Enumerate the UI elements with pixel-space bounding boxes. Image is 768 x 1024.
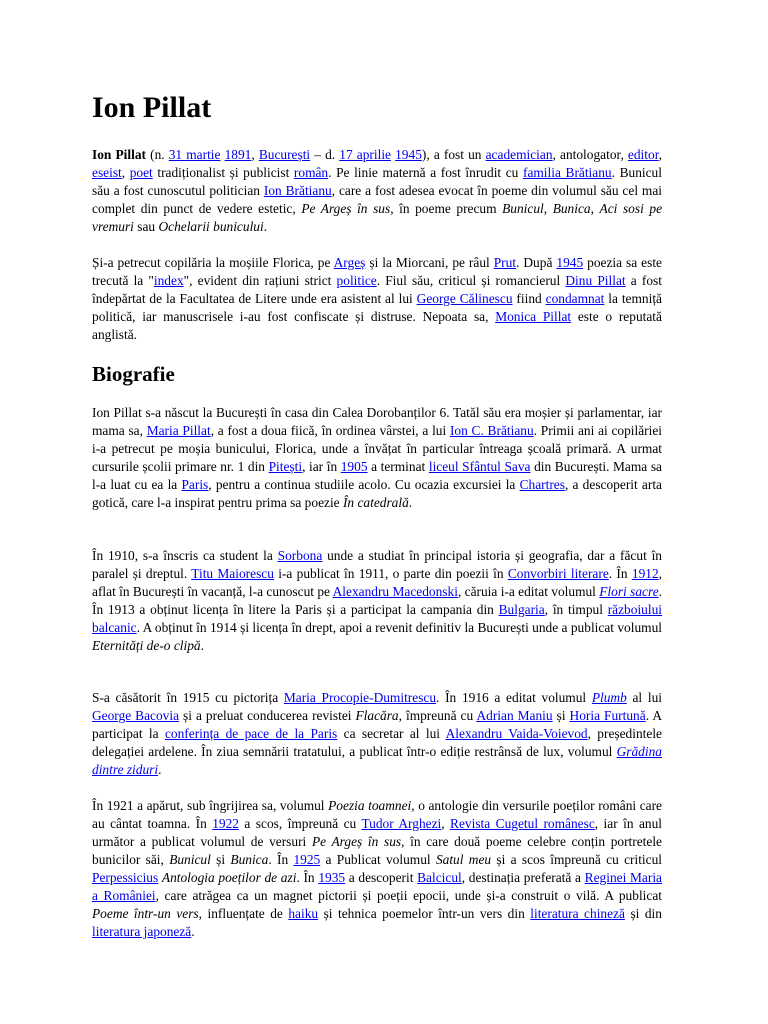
text-run: , iar în [302,459,341,474]
text-run: . [408,495,413,510]
article-link[interactable]: Titu Maiorescu [191,566,274,581]
text-run: a descoperit [345,870,418,885]
article-link[interactable]: 31 martie [168,147,221,162]
article-link[interactable]: liceul Sfântul Sava [428,459,531,474]
text-run: la temniță politică, iar manuscrisele i-au fost confiscate și distruse. Nepoata sa, [92,291,662,324]
text-run: . Primii ani ai copilăriei i-a petrecut pe moșia bunicului, Florica, unde a învățat în particular întreaga școală primară. A urmat cursurile școlii primare nr. 1 din [92,423,663,474]
text-run: , pentru a continua studiile acolo. Cu ocazia excursiei la [208,477,520,492]
text-run: . În 1913 a obținut licența în litere la Paris și a participat la campania din [92,584,662,617]
text-run: , a descoperit arta gotică, care l-a inspirat pentru prima sa poezie [92,477,662,510]
article-link[interactable]: eseist [92,165,122,180]
text-run: . [191,924,195,939]
text-run: . Fiul său, criticul și romancierul [376,273,566,288]
text-run: și tehnica poemelor într-un vers din [318,906,531,921]
article-link[interactable]: 1922 [212,816,239,831]
italic-title: Ochelarii bunicului [158,219,264,234]
article-link[interactable]: 1925 [293,852,321,867]
text-run: . A participat la [92,708,662,741]
article-link[interactable]: Maria Pillat [146,423,211,438]
article-link[interactable]: editor [627,147,659,162]
text-run: , care atrăgea ca un magnet pictorii și poeții epocii, unde și-a construit o vilă. A publicat [155,888,662,903]
text-run: a terminat [367,459,429,474]
text-run: , aflat în București în vacanță, l-a cunoscut pe [92,566,663,599]
text-run: . În [268,852,294,867]
article-link[interactable]: Grădina dintre ziduri [92,744,662,777]
text-run: al lui [626,690,662,705]
italic-title: Bunicul [502,201,544,216]
article-link[interactable]: Chartres [519,477,565,492]
text-run: , în timpul [544,602,608,617]
text-run: . După [516,255,557,270]
text-run: i-a publicat în 1911, o parte din poezii în [273,566,508,581]
text-run: a Publicat volumul [320,852,436,867]
text-run: , [251,147,259,162]
text-run: . În 1916 a editat volumul [436,690,592,705]
article-link[interactable]: român [293,165,329,180]
text-run: , antologator, [552,147,628,162]
article-link[interactable]: Plumb [591,690,627,705]
text-run: , în care două poeme celebre conțin portretele bunicilor săi, [92,834,663,867]
italic-title: Eternități de-o clipă [92,638,201,653]
italic-title: Pe Argeș în sus [311,834,402,849]
biography-paragraph-3 [92,689,662,779]
text-run: , [590,201,600,216]
article-link[interactable]: Revista Cugetul românesc [450,816,595,831]
text-run: unde a studiat în principal istoria și geografia, dar a făcut în paralel și dreptul. [92,548,662,581]
italic-title: Antologia poeților de azi [161,870,297,885]
article-link[interactable]: politice [336,273,377,288]
article-link[interactable]: Ion Brătianu [263,183,332,198]
italic-title: În catedrală [342,495,409,510]
biography-paragraph-2 [92,547,662,655]
article-link[interactable]: 1945 [395,147,422,162]
article-link[interactable]: Perpessicius [92,870,159,885]
article-link[interactable]: Convorbiri literare [507,566,609,581]
text-run: Ion Pillat s-a născut la București în casa din Calea Dorobanților 6. Tatăl său era moșier și parlamentar, iar mama sa, [92,405,662,438]
text-run: fiind [512,291,546,306]
text-run: și [210,852,231,867]
text-run: . [200,638,204,653]
text-run: , în poeme precum [390,201,503,216]
text-run: a fost îndepărtat de la Facultatea de Litere unde era asistent al lui [92,273,662,306]
section-heading-biografie: Biografie [92,362,175,386]
italic-title: Bunica [230,852,269,867]
text-run: și [552,708,570,723]
article-link[interactable]: Prut [493,255,517,270]
italic-title: Pe Argeș în sus [301,201,391,216]
text-run: a scos, împreună cu [239,816,362,831]
text-run: , [441,816,451,831]
italic-title: Flacăra [355,708,399,723]
article-link[interactable]: Paris [181,477,209,492]
article-link[interactable]: condamnat [545,291,605,306]
text-run: , președintele delegației ardelene. În ziua semnării tratatului, a publicat într-o ediție restrânsă de lux, volumul [92,726,662,759]
article-link[interactable]: Alexandru Vaida-Voievod [445,726,588,741]
article-link[interactable]: 1905 [340,459,368,474]
text-run: din București. Mama sa l-a luat cu ea la [92,459,662,492]
text-run: . În [608,566,632,581]
text-run: și a preluat conducerea revistei [179,708,356,723]
text-run: În 1921 a apărut, sub îngrijirea sa, volumul [92,798,329,813]
text-run: , împreună cu [398,708,477,723]
italic-title: Satul meu [435,852,492,867]
biography-paragraph-1 [92,404,662,512]
article-link[interactable]: index [153,273,184,288]
text-run: , căruia i-a editat volumul [457,584,600,599]
text-run: tradiționalist și publicist [152,165,294,180]
text-run: poezia sa este trecută la " [92,255,662,288]
italic-title: Poezia toamnei [328,798,412,813]
text-run: , [121,165,130,180]
article-link[interactable]: Adrian Maniu [476,708,553,723]
text-run: și la Miorcani, pe râul [365,255,494,270]
article-link[interactable]: George Călinescu [416,291,513,306]
article-link[interactable]: războiului balcanic [92,602,662,635]
text-run: . Pe linie maternă a fost înrudit cu [328,165,523,180]
article-link[interactable]: academician [485,147,553,162]
article-link[interactable]: Flori sacre [599,584,659,599]
intro-paragraph [92,146,662,236]
article-link[interactable]: Maria Procopie-Dumitrescu [283,690,437,705]
article-link[interactable]: 1912 [631,566,659,581]
article-link[interactable]: 1891 [224,147,252,162]
article-link[interactable]: George Bacovia [92,708,180,723]
italic-title: Bunicul [169,852,211,867]
text-run: . [158,762,162,777]
text-run: , care a fost adesea evocat în poeme din volumul său cel mai complet din punct de vedere estetic, [92,183,662,216]
article-subject-name: Ion Pillat [92,147,146,162]
article-link[interactable]: Alexandru Macedonski [332,584,458,599]
text-run: și a scos împreună cu criticul [491,852,663,867]
page-title: Ion Pillat [92,91,212,124]
article-link[interactable]: conferința de pace de la Paris [164,726,338,741]
text-run: ca secretar al lui [337,726,446,741]
text-run: , o antologie din versurile poeților români care au cântat toamna. În [92,798,662,831]
text-run: ), a fost un [421,147,486,162]
text-run: . [263,219,268,234]
article-link[interactable]: Tudor Arghezi [361,816,442,831]
italic-title: Bunica [552,201,591,216]
article-link[interactable]: Dinu Pillat [565,273,626,288]
article-link[interactable]: Monica Pillat [495,309,572,324]
article-link[interactable]: Pitești [268,459,303,474]
text-run: . A obținut în 1914 și licența în drept, apoi a revenit definitiv la București unde a publicat volumul [136,620,662,635]
article-link[interactable]: haiku [288,906,319,921]
article-link[interactable]: Ion C. Brătianu [449,423,534,438]
text-run: , a fost a doua fiică, în ordinea vârstei, a lui [210,423,450,438]
article-link[interactable]: familia Brătianu [522,165,612,180]
article-link[interactable]: 1945 [556,255,584,270]
text-run: Și-a petrecut copilăria la moșiile Florica, pe [92,255,334,270]
text-run: (n. [145,147,169,162]
article-link[interactable]: București [258,147,311,162]
text-run: , [658,147,662,162]
text-run: sau [133,219,159,234]
text-run: . Bunicul său a fost cunoscutul politician [92,165,662,198]
text-run: S-a căsătorit în 1915 cu pictorița [92,690,284,705]
article-link[interactable]: Bulgaria [498,602,545,617]
text-run: În 1910, s-a înscris ca student la [92,548,278,563]
text-run: și din [624,906,662,921]
article-link[interactable]: Sorbona [277,548,323,563]
article-link[interactable]: Argeș [333,255,366,270]
text-run: – d. [310,147,340,162]
article-link[interactable]: Horia Furtună [569,708,646,723]
text-run: este o reputată anglistă. [92,309,662,342]
text-run: , destinația preferată a [461,870,585,885]
article-link[interactable]: Balcicul [417,870,462,885]
article-link[interactable]: literatura japoneză [92,924,192,939]
text-run: . În [296,870,319,885]
article-link[interactable]: 17 aprilie [339,147,391,162]
text-run: , influențate de [198,906,289,921]
article-link[interactable]: 1935 [318,870,346,885]
article-link[interactable]: literatura chineză [530,906,625,921]
italic-title: Poeme într-un vers [92,906,199,921]
article-link[interactable]: poet [129,165,153,180]
text-run: ", evident din rațiuni strict [183,273,337,288]
text-run: , [543,201,553,216]
childhood-paragraph [92,254,662,344]
article-link[interactable]: Reginei Maria a României [92,870,662,903]
text-run: , iar în anul următor a publicat volumul de versuri [92,816,662,849]
italic-title: Aci sosi pe vremuri [92,201,663,234]
biography-paragraph-4 [92,797,662,941]
